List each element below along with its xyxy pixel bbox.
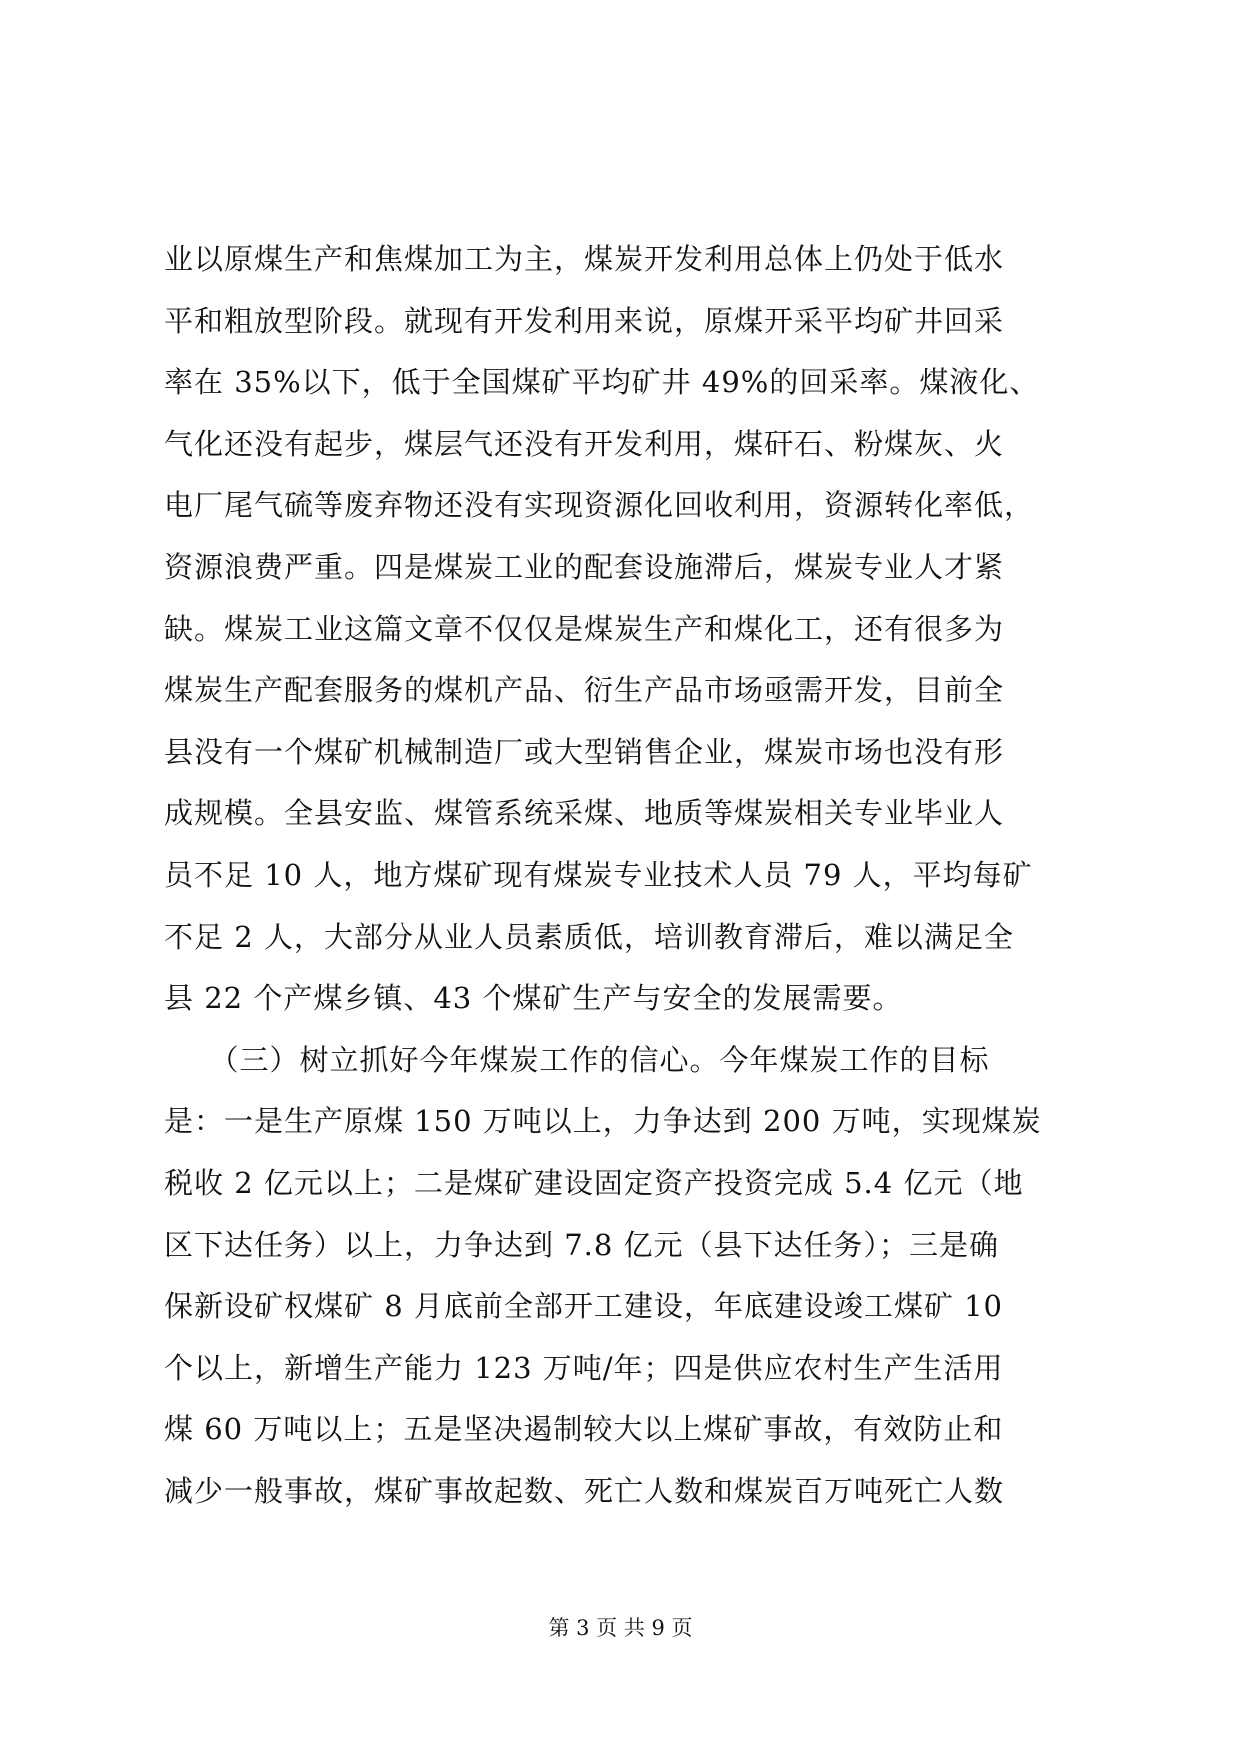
text-line: 煤炭生产配套服务的煤机产品、衍生产品市场亟需开发，目前全 — [164, 673, 1005, 708]
text-line: 率在 35%以下，低于全国煤矿平均矿井 49%的回采率。煤液化、 — [164, 365, 1040, 400]
text-line: 税收 2 亿元以上；二是煤矿建设固定资产投资完成 5.4 亿元（地 — [164, 1165, 1024, 1200]
text-line: （三）树立抓好今年煤炭工作的信心。今年煤炭工作的目标 — [164, 1042, 990, 1077]
text-line: 电厂尾气硫等废弃物还没有实现资源化回收利用，资源转化率低， — [164, 488, 1035, 523]
text-line: 减少一般事故，煤矿事故起数、死亡人数和煤炭百万吨死亡人数 — [164, 1473, 1005, 1508]
text-line: 保新设矿权煤矿 8 月底前全部开工建设，年底建设竣工煤矿 10 — [164, 1289, 1004, 1324]
text-line: 是：一是生产原煤 150 万吨以上，力争达到 200 万吨，实现煤炭 — [164, 1104, 1042, 1139]
text-line: 平和粗放型阶段。就现有开发利用来说，原煤开采平均矿井回采 — [164, 303, 1005, 338]
text-line: 县没有一个煤矿机械制造厂或大型销售企业，煤炭市场也没有形 — [164, 734, 1005, 769]
text-line: 成规模。全县安监、煤管系统采煤、地质等煤炭相关专业毕业人 — [164, 796, 1005, 831]
text-line: 业以原煤生产和焦煤加工为主，煤炭开发利用总体上仍处于低水 — [164, 242, 1005, 276]
text-line: 资源浪费严重。四是煤炭工业的配套设施滞后，煤炭专业人才紧 — [164, 549, 1005, 584]
text-line: 员不足 10 人，地方煤矿现有煤炭专业技术人员 79 人，平均每矿 — [164, 857, 1033, 892]
text-line: 个以上，新增生产能力 123 万吨/年；四是供应农村生产生活用 — [164, 1350, 1004, 1385]
text-line: 缺。煤炭工业这篇文章不仅仅是煤炭生产和煤化工，还有很多为 — [164, 611, 1005, 646]
page-footer: 第 3 页 共 9 页 — [548, 1616, 693, 1640]
text-line: 气化还没有起步，煤层气还没有开发利用，煤矸石、粉煤灰、火 — [164, 426, 1005, 461]
text-line: 县 22 个产煤乡镇、43 个煤矿生产与安全的发展需要。 — [164, 981, 903, 1016]
text-line: 区下达任务）以上，力争达到 7.8 亿元（县下达任务）；三是确 — [164, 1227, 1000, 1262]
body-text — [164, 229, 1084, 1522]
text-line: 不足 2 人，大部分从业人员素质低，培训教育滞后，难以满足全 — [164, 919, 1014, 954]
text-line: 煤 60 万吨以上；五是坚决遏制较大以上煤矿事故，有效防止和 — [164, 1412, 1004, 1447]
